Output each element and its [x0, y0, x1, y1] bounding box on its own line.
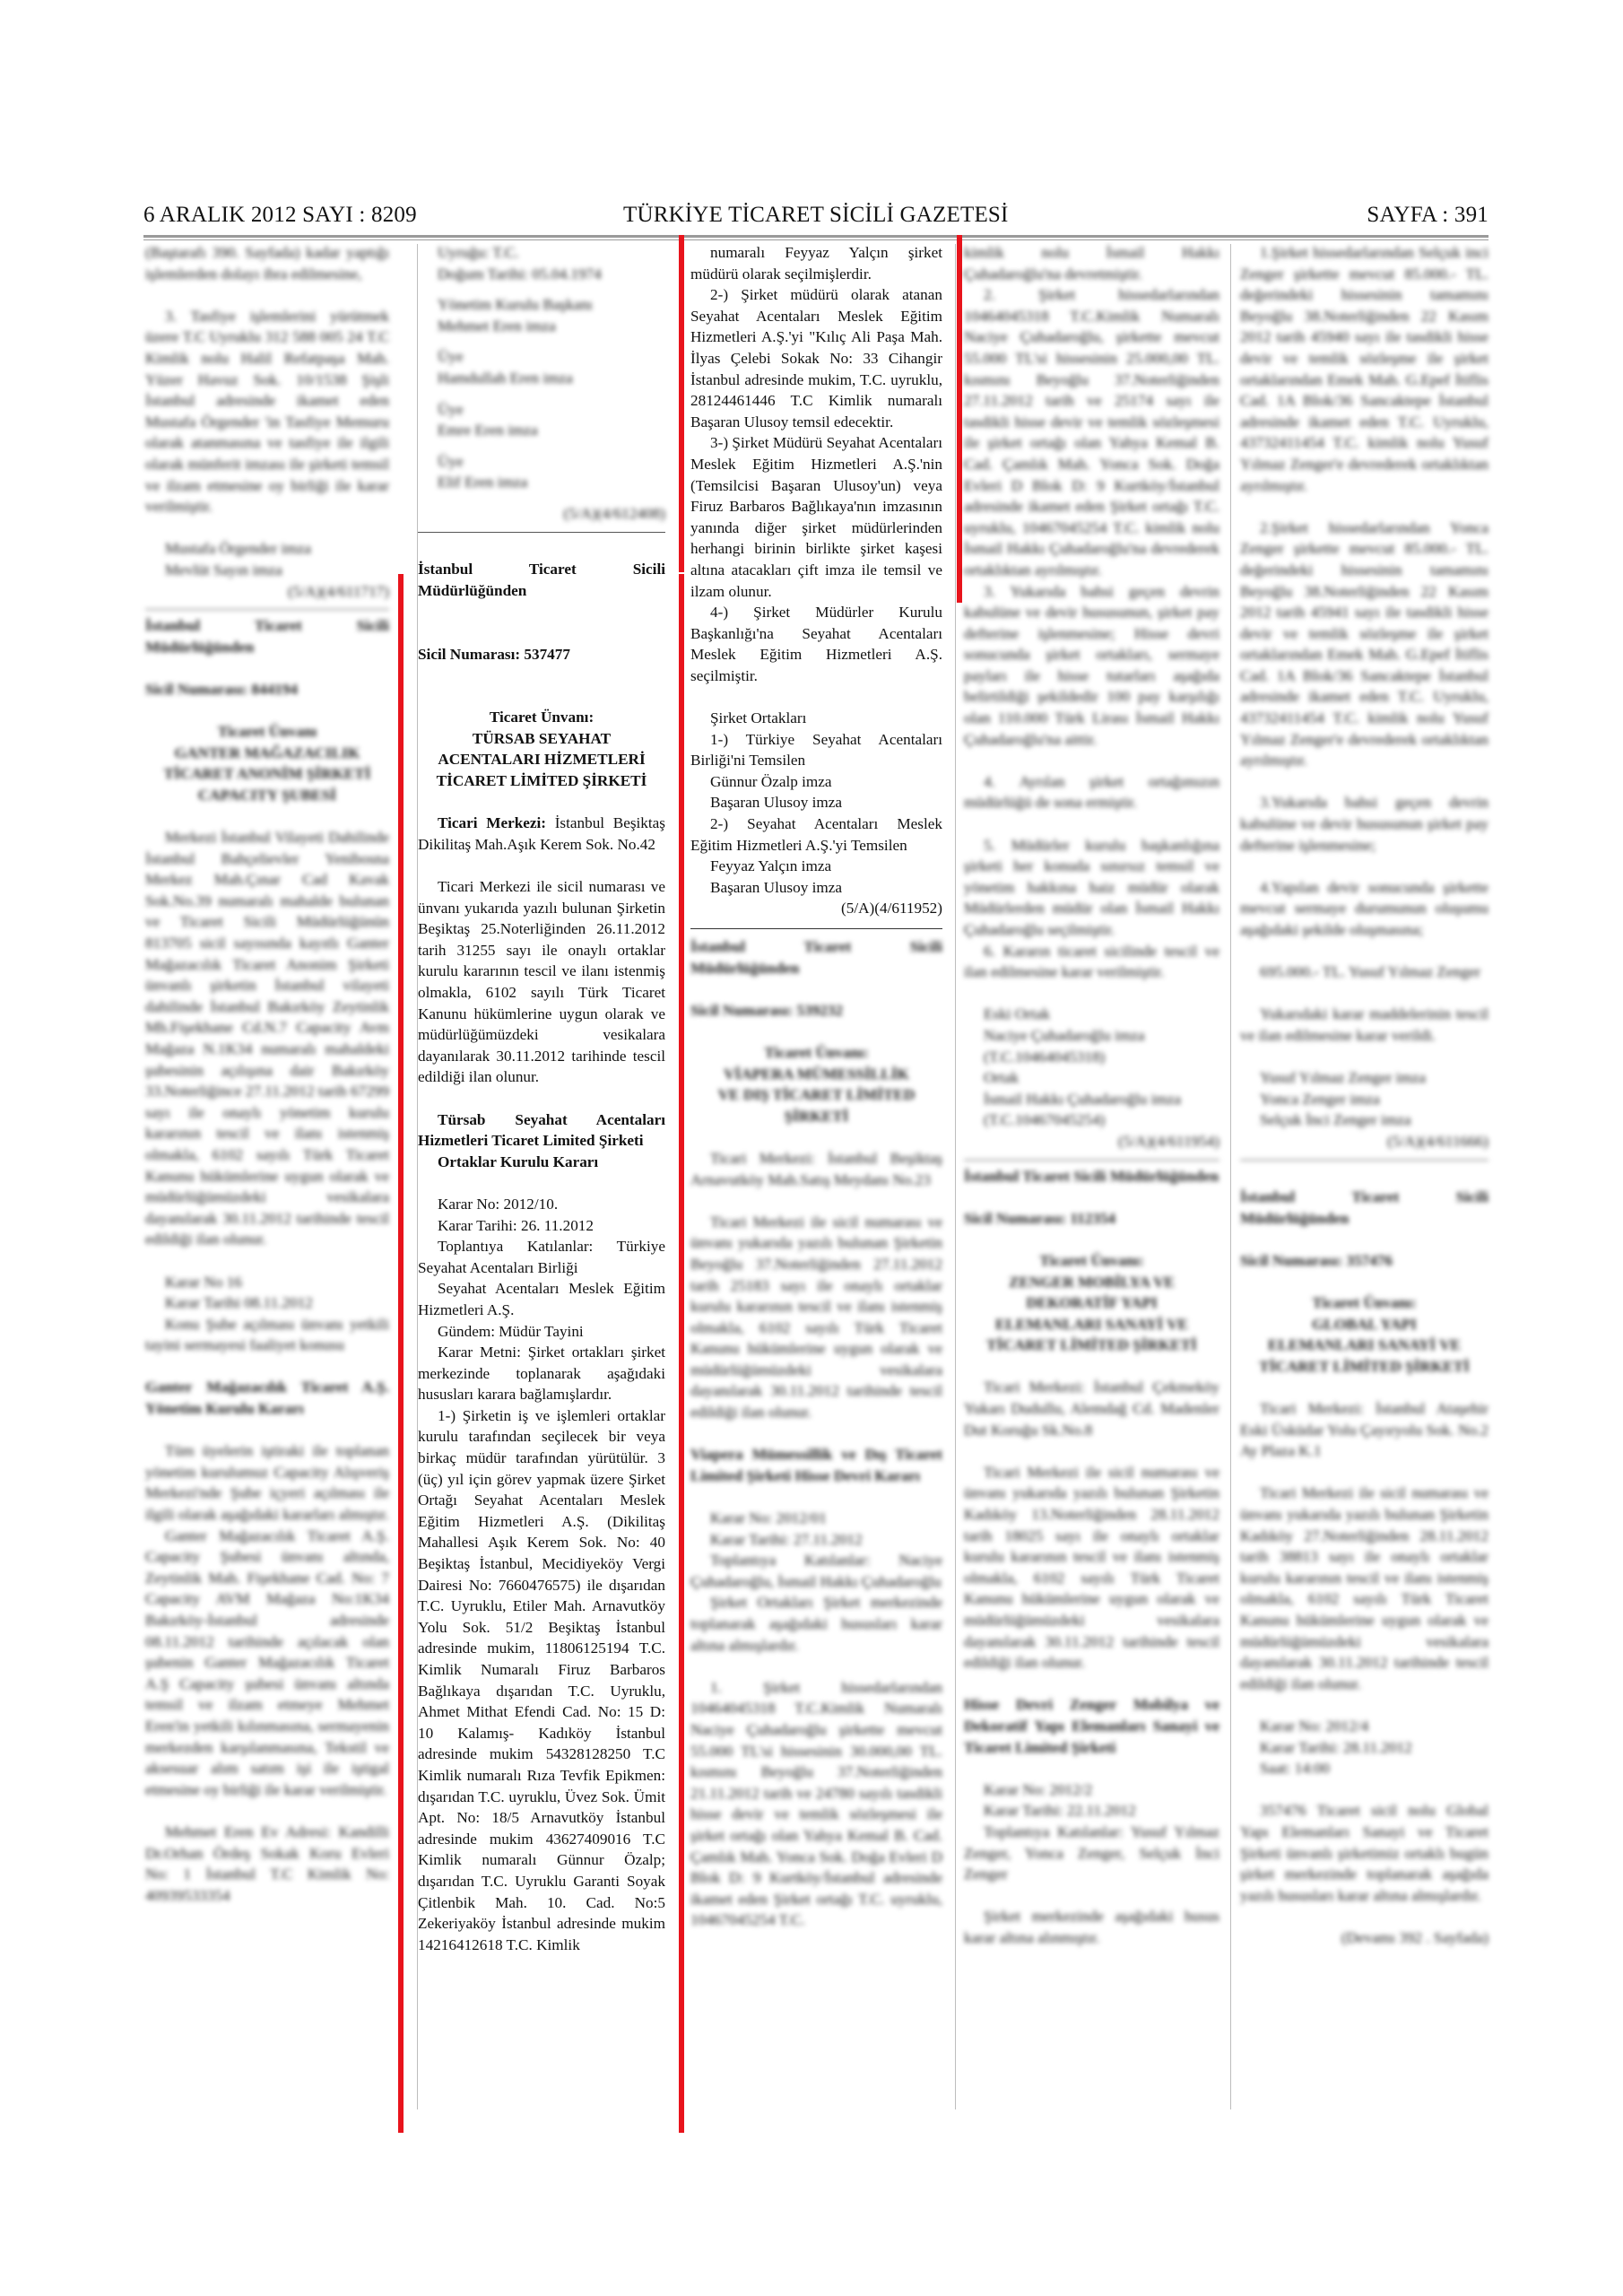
- headquarters: Ticari Merkezi: İstanbul Beşiktaş Arnavutköy Mah.Satış Meydanı No.23: [690, 1149, 942, 1188]
- signature: Feyyaz Yalçın imza: [710, 857, 832, 875]
- text-line: Uyruğu: T.C.: [438, 244, 519, 261]
- decision-number: Karar No: 2012/4: [1260, 1717, 1369, 1735]
- company-title: GANTER MAĞAZACILIK: [174, 744, 360, 761]
- highlight-bar-right: [957, 235, 962, 603]
- paragraph: Şirket merkezinde aşağıdaki husus karar altına alınmıştır.: [964, 1908, 1219, 1946]
- signature: (T.C.10464045318): [984, 1048, 1106, 1065]
- highlight-bar-mid-top: [679, 235, 684, 572]
- decision-date: Karar Tarihi: 28.11.2012: [1260, 1738, 1412, 1756]
- attendees: Toplantıya Katılanlar: Naciye Çuhadaroğlu, İsmail Hakkı Çuhadaroğlu: [690, 1552, 942, 1590]
- text-line: Elif Eren imza: [438, 474, 528, 491]
- decision-number: Karar No: 2012/01: [710, 1509, 827, 1527]
- text-line: Yönetim Kurulu Başkanı: [438, 296, 593, 314]
- column-5: [1240, 242, 1488, 1949]
- text-line: Üye: [438, 452, 464, 470]
- directorate-heading: İstanbul Ticaret Sicili Müdürlüğünden: [145, 617, 389, 656]
- company-title: CAPACITY ŞUBESİ: [197, 786, 337, 804]
- continued-note: (Devamı 392 . Sayfada): [1341, 1928, 1488, 1946]
- paragraph: 3.Yukarıda bahsi geçen devrin kabulüne ve devir hususunun şirket pay defterine işlenmesine;: [1240, 794, 1488, 854]
- signature: (T.C.10467045254): [984, 1111, 1106, 1129]
- paragraph: kimlik nolu İsmail Hakkı Çuhadaroğlu'na devretmiştir.: [964, 244, 1219, 283]
- directorate-heading: İstanbul Ticaret Sicili Müdürlüğünden: [418, 561, 665, 599]
- decision-number: Karar No: 2012/10.: [438, 1195, 559, 1213]
- paragraph: Ticari Merkezi ile sicil numarası ve ünvanı yukarıda yazılı bulunan Şirketin Kadıköy 13.Noterliğinden 28.11.2012 tarih 18025 sayı ile onaylı ortaklar kurulu kararının tescil ve ilanı istenmiş olmakla, 6102 sayılı Türk Ticaret Kanunu hükümlerine uygun olarak ve müdürlüğümüzdeki vesikalara dayanılarak 30.11.2012 tarihinde tescil edildiği ilan olunur.: [964, 1463, 1219, 1672]
- column-2: [418, 242, 665, 1955]
- registry-number: Sicil Numarası: 844194: [145, 680, 298, 698]
- partner-2: 2-) Seyahat Acentaları Meslek Eğitim Hizmetleri A.Ş.'yi Temsilen: [690, 815, 942, 854]
- decision-date: Karar Tarihi: 22.11.2012: [984, 1802, 1136, 1820]
- company-title: ŞİRKETİ: [784, 1107, 849, 1125]
- title-label: Ticaret Ünvanı:: [489, 709, 595, 726]
- reference-number: (5/A)(4/611717): [288, 582, 389, 600]
- article-2: 2-) Şirket müdürü olarak atanan Seyahat Acentaları Meslek Eğitim Hizmetleri A.Ş.'yi "Kılıç Ali Paşa Mah. İlyas Çelebi Sokak No: 33 Cihangir İstanbul adresinde mukim, T.C. uyruklu, 28124461446 T.C Kimlik numaralı Başaran Ulusoy temsil edecektir.: [690, 286, 942, 430]
- company-title: VİAPERA MÜMESSİLLİK: [724, 1065, 909, 1083]
- blurred-preceding-notice: [418, 242, 665, 525]
- directorate-heading: İstanbul Ticaret Sicili Müdürlüğünden: [690, 938, 942, 977]
- title-label: Ticaret Ünvanı:: [1039, 1251, 1144, 1269]
- partner-1: 1-) Türkiye Seyahat Acentaları Birliği'ni Temsilen: [690, 730, 942, 770]
- directorate-heading: İstanbul Ticaret Sicili Müdürlüğünden: [1240, 1188, 1488, 1227]
- page-header: [143, 199, 1488, 231]
- signature: Ortak: [984, 1069, 1020, 1087]
- column-1: [145, 242, 389, 1906]
- reference-number: (5/A)(4/611954): [1118, 1132, 1219, 1150]
- registration-notice: Ticari Merkezi ile sicil numarası ve ünvanı yukarıda yazılı bulunan Şirketin Beşiktaş 25.Noterliğinden 26.11.2012 tarih 31255 sayı ile onaylı ortaklar kurulu kararının tescil ve ilanı istenmiş olmakla, 6102 sayılı Türk Ticaret Kanunu hükümlerine uygun olarak ve müdürlüğümüzdeki vesikalara dayanılarak 30.11.2012 tarihinde tescil edildiği ilan olunur.: [418, 878, 665, 1086]
- signature: Yonca Zenger imza: [1260, 1090, 1380, 1108]
- hq-address: İstanbul Beşiktaş Dikilitaş Mah.Aşık Kerem Sok. No.42: [418, 814, 665, 853]
- paragraph: 2.Şirket hissedarlarından Yonca Zenger şirkette mevcut 85.000.- TL. değerindeki hissesinin tamamını Beyoğlu 38.Noterliğinden 22 Kasım 2012 tarih 45941 sayı ile tasdikli hisse devir ve temlik sözleşme ile şirket ortaklarından Emek Mah. G.Epef İtiflis Cad. 1A Blok/36 Sancaktepe İstanbul adresinde ikamet eden T.C. Uyruklu, 43732411454 T.C. kimlik nolu Yusuf Yılmaz Zenger'e devrederek ortaklıktan ayrılmıştır.: [1240, 518, 1488, 770]
- paragraph: Ticari Merkezi ile sicil numarası ve ünvanı yukarıda yazılı bulunan Şirketin Beyoğlu 37.Noterliğinden 27.11.2012 tarih 25183 sayı ile onaylı ortaklar kurulu kararının tescil ve ilanı istenmiş olmakla, 6102 sayılı Türk Ticaret Kanunu hükümlerine uygun olarak ve müdürlüğümüzdeki vesikalara dayanılarak 30.11.2012 tarihinde tescil edildiği ilan olunur.: [690, 1213, 942, 1422]
- continuation-note: (Baştarafı 390. Sayfada) kadar yaptığı işlemlerden dolayı ibra edilmesine,: [145, 244, 389, 283]
- paragraph: 4.Yapılan devir sonucunda şirkette mevcut sermaye durumunun oluşumu aşağıdaki şekilde oluşmasına;: [1240, 878, 1488, 938]
- title-label: Ticaret Ünvanı: [217, 723, 317, 741]
- section-divider: [690, 928, 942, 929]
- paragraph: Merkezi İstanbul Vilayeti Dahilinde İstanbul Bahçelievler Yenibosna Merkez Mah.Çınar Cad Kavak Sok.No.39 numaralı mahalde bulunan ve Ticaret Sicili Müdürlüğünün 813705 sicil sayısında kayıtlı Ganter Mağazacılık Ticaret Anonim Şirketi ünvanlı şirketin İstanbul vilayeti dahilinde İstanbul Bakırköy Zeytinlik Mh.Fişekhane Cd.N.7 Capacity Avm Mağaza N.1K34 numaralı mahaldeki şubesinin açılışına dair Bakırköy 33.Noterliğince 27.11.2012 tarih 67299 sayı ile onaylı yönetim kurulu kararının tescil ve ilanı istenmiş olmakla, 6102 sayılı Türk Ticaret Kanunu hükümlerine uygun olarak ve müdürlüğümüzdeki vesikalara dayanılarak 30.11.2012 tarihinde tescil edildiği ilan olunur.: [145, 829, 389, 1248]
- company-title: TİCARET ANONİM ŞİRKETİ: [163, 765, 371, 783]
- company-title: ELEMANLARI SANAYİ VE: [1268, 1336, 1461, 1354]
- signature: Naciye Çuhadaroğlu imza: [984, 1026, 1145, 1044]
- paragraph: Ticari Merkezi ile sicil numarası ve ünvanı yukarıda yazılı bulunan Şirketin Kadıköy 27.Noterliğinden 28.11.2012 tarih 38813 sayı ile onaylı ortaklar kurulu kararının tescil ve ilanı istenmiş olmakla, 6102 sayılı Türk Ticaret Kanunu hükümlerine uygun olarak ve müdürlüğümüzdeki vesikalara dayanılarak 30.11.2012 tarihinde tescil edildiği ilan olunur.: [1240, 1484, 1488, 1692]
- registry-number: Sicil Numarası: 539232: [690, 1001, 843, 1019]
- text-line: Hamdullah Eren imza: [438, 369, 573, 387]
- paragraph: 1.Şirket hissedarlarından Selçuk inci Zenger şirkette mevcut 85.000.- TL. değerindeki hissesinin tamamını Beyoğlu 38.Noterliğinden 22 Kasım 2012 tarih 45940 sayı ile tasdikli hisse devir ve temlik sözleşme ile şirket ortaklarından Emek Mah. G.Epef İtiflis Cad. 1A Blok/36 Sancaktepe İstanbul adresinde ikamet eden T.C. Uyruklu, 43732411454 T.C. kimlik nolu Yusuf Yılmaz Zenger'e devrederek ortaklıktan ayrılmıştır.: [1240, 244, 1488, 494]
- signature: Eski Ortak: [984, 1005, 1050, 1023]
- agenda: Gündem: Müdür Tayini: [438, 1322, 584, 1340]
- company-title: ELEMANLARI SANAYİ VE: [995, 1315, 1188, 1333]
- headquarters: Ticari Merkezi: İstanbul Çekmeköy Yukarı Dudullu, Alemdağ Cd. Madenler Dut Koruğu Sk.No.8: [964, 1378, 1219, 1439]
- highlight-bar-left: [398, 574, 404, 2133]
- headquarters: Ticari Merkezi: İstanbul Ataşehir Eski Üsküdar Yolu Çayıryolu Sok. No.2 Ay Plaza K.1: [1240, 1400, 1488, 1460]
- registry-number: Sicil Numarası: 357476: [1240, 1251, 1393, 1269]
- paragraph: Tüm üyelerin iştiraki ile toplanan yönetim kurulumuz Capacity Alışveriş Merkezi'nde Şube içyeri açılması ile ilgili olarak aşağıdaki kararları almıştır.: [145, 1442, 389, 1524]
- column-separator: [955, 244, 956, 2109]
- company-title: ZENGER MOBİLYA VE: [1009, 1273, 1175, 1291]
- company-title: TİCARET LİMİTED ŞİRKETİ: [1259, 1357, 1470, 1375]
- signature: Selçuk İnci Zenger imza: [1260, 1111, 1411, 1129]
- paragraph: Konu Şube açılması ünvanı yetkili tayini sermayesi faaliyet konusu: [145, 1315, 389, 1354]
- highlight-bar-mid: [679, 574, 684, 2133]
- company-title-line-2: ACENTALARI HİZMETLERİ: [438, 751, 646, 769]
- decision-date: Karar Tarihi: 26. 11.2012: [438, 1216, 594, 1234]
- decision-text: Karar Metni: Şirket ortakları şirket merkezinde toplanarak aşağıdaki hususları karara bağlamışlardır.: [418, 1344, 665, 1404]
- text-line: Doğum Tarihi: 05.04.1974: [438, 265, 602, 283]
- paragraph: 3. Tasfiye işlemlerini yürütmek üzere T.C Uyruklu 312 588 005 24 T.C Kimlik nolu Halil Refatpaşa Mah. Yüzer Havuz Sok. 10/1538 Şişli İstanbul adresinde ikamet eden Mustafa Örgender 'in Tasfiye Memuru olarak atanmasına ve tasfiye ile ilgili olarak münferit imzası ile şirketi temsil ve ilzam etmesine oy birliği ile karar verilmiştir.: [145, 307, 389, 516]
- paragraph: 1. Şirket hissedarlarından 10464045318 T.C.Kimlik Numaralı Naciye Çuhadaroğlu şirkette mevcut 55.000 TL'si hissesinin 30.000,00 TL. kısmını Beyoğlu 37.Noterliğinden 21.11.2012 tarih ve 24780 sayılı tasdikli hisse devir ve temlik sözleşmesi ile şirket ortağı olan Yahya Kemal B. Cad. Çamlık Mah. Yonca Sok. Doğa Evleri D Blok D: 9 Kurtköy/İstanbul adresinde ikamet eden Şirket ortağı T.C. uyruklu, 10467045254 T.C.: [690, 1678, 942, 1929]
- decision-date: Karar Tarihi: 27.11.2012: [710, 1530, 863, 1548]
- gazette-title: TÜRKİYE TİCARET SİCİLİ GAZETESİ: [623, 203, 1009, 227]
- title-label: Ticaret Ünvanı:: [1312, 1294, 1417, 1312]
- paragraph: 6. Kararın ticaret sicilinde tescil ve ilan edilmesine karar verilmiştir.: [964, 942, 1219, 981]
- section-divider: [418, 532, 665, 533]
- article-1-continued: numaralı Feyyaz Yalçın şirket müdürü olarak seçilmişlerdir.: [690, 244, 942, 283]
- paragraph: Mehmet Eren Ev Adresi: Kandilli Dr.Orhan Ördeş Sokak Koru Evleri No: 1 İstanbul T.C Kimlik No: 40939533354: [145, 1822, 389, 1904]
- registry-number: Sicil Numarası: 112354: [964, 1209, 1116, 1227]
- attendees: Toplantıya Katılanlar: Türkiye Seyahat Acentaları Birliği: [418, 1238, 665, 1276]
- reference-number: (5/A)(4/611952): [841, 900, 942, 918]
- company-title: TİCARET LİMİTED ŞİRKETİ: [986, 1336, 1197, 1354]
- column-3: [690, 242, 942, 1931]
- column-separator: [1230, 244, 1231, 2109]
- hq-label: Ticari Merkezi:: [438, 814, 547, 832]
- decision-company: Türsab Seyahat Acentaları Hizmetleri Ticaret Limited Şirketi: [418, 1110, 665, 1150]
- paragraph: 5. Müdürler kurulu başkanlığına şirketi her konuda sınırsız temsil ve yönetim hakkına haiz müdür olarak Müdürlerden müdür olan İsmail Hakkı Çuhadaroğlu seçilmiştir.: [964, 836, 1219, 938]
- paragraph: Ganter Mağazacılık Ticaret A.Ş. Capacity Şubesi ünvanı altında, Zeytinlik Mah. Fişekhane Cad. No: 7 Capacity AVM Mağaza No:1K34 Bakırköy-İstanbul adresinde 08.11.2012 tarihinde açılacak olan şubenin Ganter Mağazacılık Ticaret A.Ş Capacity şubesi ünvanı altında temsil ve ilzam etmeye Mehmet Eren'in yetkili kılınmasına, sermayenin merkezden karşılanmasına, Tekstil ve aksesuar alım satım işi ile iştigal etmesine oy birliği ile karar verilmiştir.: [145, 1526, 389, 1798]
- paragraph: 357476 Ticaret sicil nolu Global Yapı Elemanları Sanayi ve Ticaret Şirketi ünvanlı şirketimiz ortaklı bugün şirket merkezinde toplanarak aşağıda yazılı hususları karar altına almışlardır.: [1240, 1802, 1488, 1904]
- company-title-line-1: TÜRSAB SEYAHAT: [472, 729, 612, 747]
- decision-date: Karar Tarihi 08.11.2012: [165, 1294, 313, 1312]
- signature: Başaran Ulusoy imza: [710, 794, 843, 812]
- company-title: GLOBAL YAPI: [1312, 1315, 1417, 1333]
- reference-number: (5/A)(4/612408): [563, 504, 665, 522]
- signature: Mevlüt Sayın imza: [165, 561, 282, 578]
- text-line: Mehmet Eren imza: [438, 317, 556, 335]
- title-label: Ticaret Ünvanı:: [764, 1043, 869, 1061]
- paragraph: 2. Şirket hissedarlarından 10464045318 T.C.Kimlik Numaralı Naciye Çuhadaroğlu, şirkette mevcut 55.000 TL'si hissesinin 25.000,00 TL. kısmını Beyoğlu 37.Noterliğinden 27.11.2012 tarih ve 25174 sayı ile tasdikli hisse devir ve temlik sözleşmesi ile şirket ortağı olan Yahya Kemal B. Cad. Çamlık Mah. Yonca Sok. Doğa Evleri D Blok D: 9 Kurtköy/İstanbul adresinde ikamet eden Şirket ortağı T.C. uyruklu, 10467045254 T.C. kimlik nolu İsmail Hakkı Çuhadaroğlu'na devrederek ortaklıktan ayrılmıştır.: [964, 286, 1219, 578]
- page-number: SAYFA : 391: [1367, 203, 1488, 227]
- paragraph: Şirket Ortakları Şirket merkezinde toplanarak aşağıdaki hususları karar altına almışlardır.: [690, 1594, 942, 1654]
- decision-heading: Hisse Devri Zenger Mobilya ve Dekoratif Yapı Elemanları Sanayi ve Ticaret Limited Şirketi: [964, 1696, 1219, 1756]
- headquarters: [418, 813, 665, 855]
- paragraph: 4. Ayrılan şirket ortağımızın müdürlüğü de sona ermiştir.: [964, 772, 1219, 812]
- decision-number: Karar No: 2012/2: [984, 1780, 1093, 1798]
- partners-heading: Şirket Ortakları: [710, 709, 807, 727]
- text-line: Üye: [438, 348, 464, 366]
- signature: Başaran Ulusoy imza: [710, 878, 843, 896]
- decision-heading: Ganter Mağazacılık Ticaret A.Ş. Yönetim Kurulu Kararı: [145, 1378, 389, 1418]
- signature: Yusuf Yılmaz Zenger imza: [1260, 1069, 1427, 1087]
- paragraph: Yukarıdaki karar maddelerinin tescil ve ilan edilmesine karar verildi.: [1240, 1005, 1488, 1044]
- signature: İsmail Hakkı Çuhadaroğlu imza: [984, 1090, 1182, 1108]
- article-3: 3-) Şirket Müdürü Seyahat Acentaları Meslek Eğitim Hizmetleri A.Ş.'nin (Temsilcisi Başaran Ulusoy'un) veya Firuz Barbaros Bağlıkaya'nın imzasının yanında diğer şirket müdürlerinden herhangi birinin birlikte şirket kaşesi altına atacakları çift imza ile temsil ve ilzam olunur.: [690, 434, 942, 600]
- decision-subtitle: Ortaklar Kurulu Kararı: [438, 1152, 599, 1170]
- column-4: [964, 242, 1219, 1949]
- company-title: DEKORATİF YAPI: [1026, 1294, 1158, 1312]
- signature: Mustafa Örgender imza: [165, 540, 311, 558]
- decision-time: Saat: 14:00: [1260, 1760, 1330, 1778]
- reference-number: (5/A)(4/611666): [1387, 1132, 1488, 1150]
- directorate-heading: İstanbul Ticaret Sicili Müdürlüğünden: [964, 1167, 1219, 1185]
- article-4: 4-) Şirket Müdürler Kurulu Başkanlığı'na Seyahat Acentaları Meslek Eğitim Hizmetleri A.Ş. seçilmiştir.: [690, 604, 942, 684]
- issue-date: 6 ARALIK 2012 SAYI : 8209: [143, 203, 417, 227]
- paragraph: 3. Yukarıda bahsi geçen devrin kabulüne ve devir hususunun, şirket pay defterine işlenmesine; Hisse devri sonucunda şirket ortakları, sermaye payları ile hisse tutarları aşağıda belirtildiği şekildedir 100 pay karşılığı olan 110.000 Türk Lirası İsmail Hakkı Çuhadaroğlu'na aittir.: [964, 582, 1219, 748]
- company-title: VE DIŞ TİCARET LİMİTED: [717, 1086, 916, 1104]
- article-1: 1-) Şirketin iş ve işlemleri ortaklar kurulu tarafından seçilecek bir veya birkaç müdür tarafından yürütülür. 3 (üç) yıl için görev yapmak üzere Şirket Ortağı Seyahat Acentaları Meslek Eğitim Hizmetleri A.Ş. (Dikilitaş Mahallesi Aşık Kerem Sok. No: 40 Beşiktaş İstanbul, Mecidiyeköy Vergi Dairesi No: 7660476575) ile dışarıdan T.C. Uyruklu, Etiler Mah. Arnavutköy Yolu Sok. 51/2 Beşiktaş İstanbul adresinde mukim, 11806125194 T.C. Kimlik Numaralı Firuz Barbaros Bağlıkaya dışarıdan T.C. Uyruklu, Ahmet Mithat Efendi Cad. No: 15 D: 10 Kalamış- Kadıköy İstanbul adresinde mukim 54328128250 T.C Kimlik numaralı Rıza Tevfik Epikmen: dışarıdan T.C. uyruklu, Üvez Sok. Ümit Apt. No: 18/5 Arnavutköy İstanbul adresinde mukim 43627409016 T.C Kimlik numaralı Günnur Özalp; dışarıdan T.C. Uyruklu Garanti Soyak Çitlenbik Mah. 10. Cad. No:5 Zekeriyaköy İstanbul adresinde mukim 14216412618 T.C. Kimlik: [418, 1406, 665, 1953]
- header-rule: [143, 235, 1488, 240]
- signature: Günnur Özalp imza: [710, 772, 832, 790]
- paragraph: 695.000.- TL. Yusuf Yılmaz Zenger: [1260, 963, 1481, 981]
- registry-number: Sicil Numarası: 537477: [418, 645, 570, 663]
- company-title-line-3: TİCARET LİMİTED ŞİRKETİ: [436, 772, 647, 790]
- attendees: Toplantıya Katılanlar: Yusuf Yılmaz Zenger, Yonca Zenger, Selçuk İnci Zenger: [964, 1822, 1219, 1883]
- attendees-2: Seyahat Acentaları Meslek Eğitim Hizmetleri A.Ş.: [418, 1280, 665, 1318]
- blurred-notice: [690, 936, 942, 1931]
- text-line: Emre Eren imza: [438, 422, 538, 439]
- decision-number: Karar No 16: [165, 1273, 242, 1291]
- decision-heading: Viapera Mümessillik ve Dış Ticaret Limited Şirketi Hisse Devri Kararı: [690, 1446, 942, 1484]
- text-line: Üye: [438, 400, 464, 418]
